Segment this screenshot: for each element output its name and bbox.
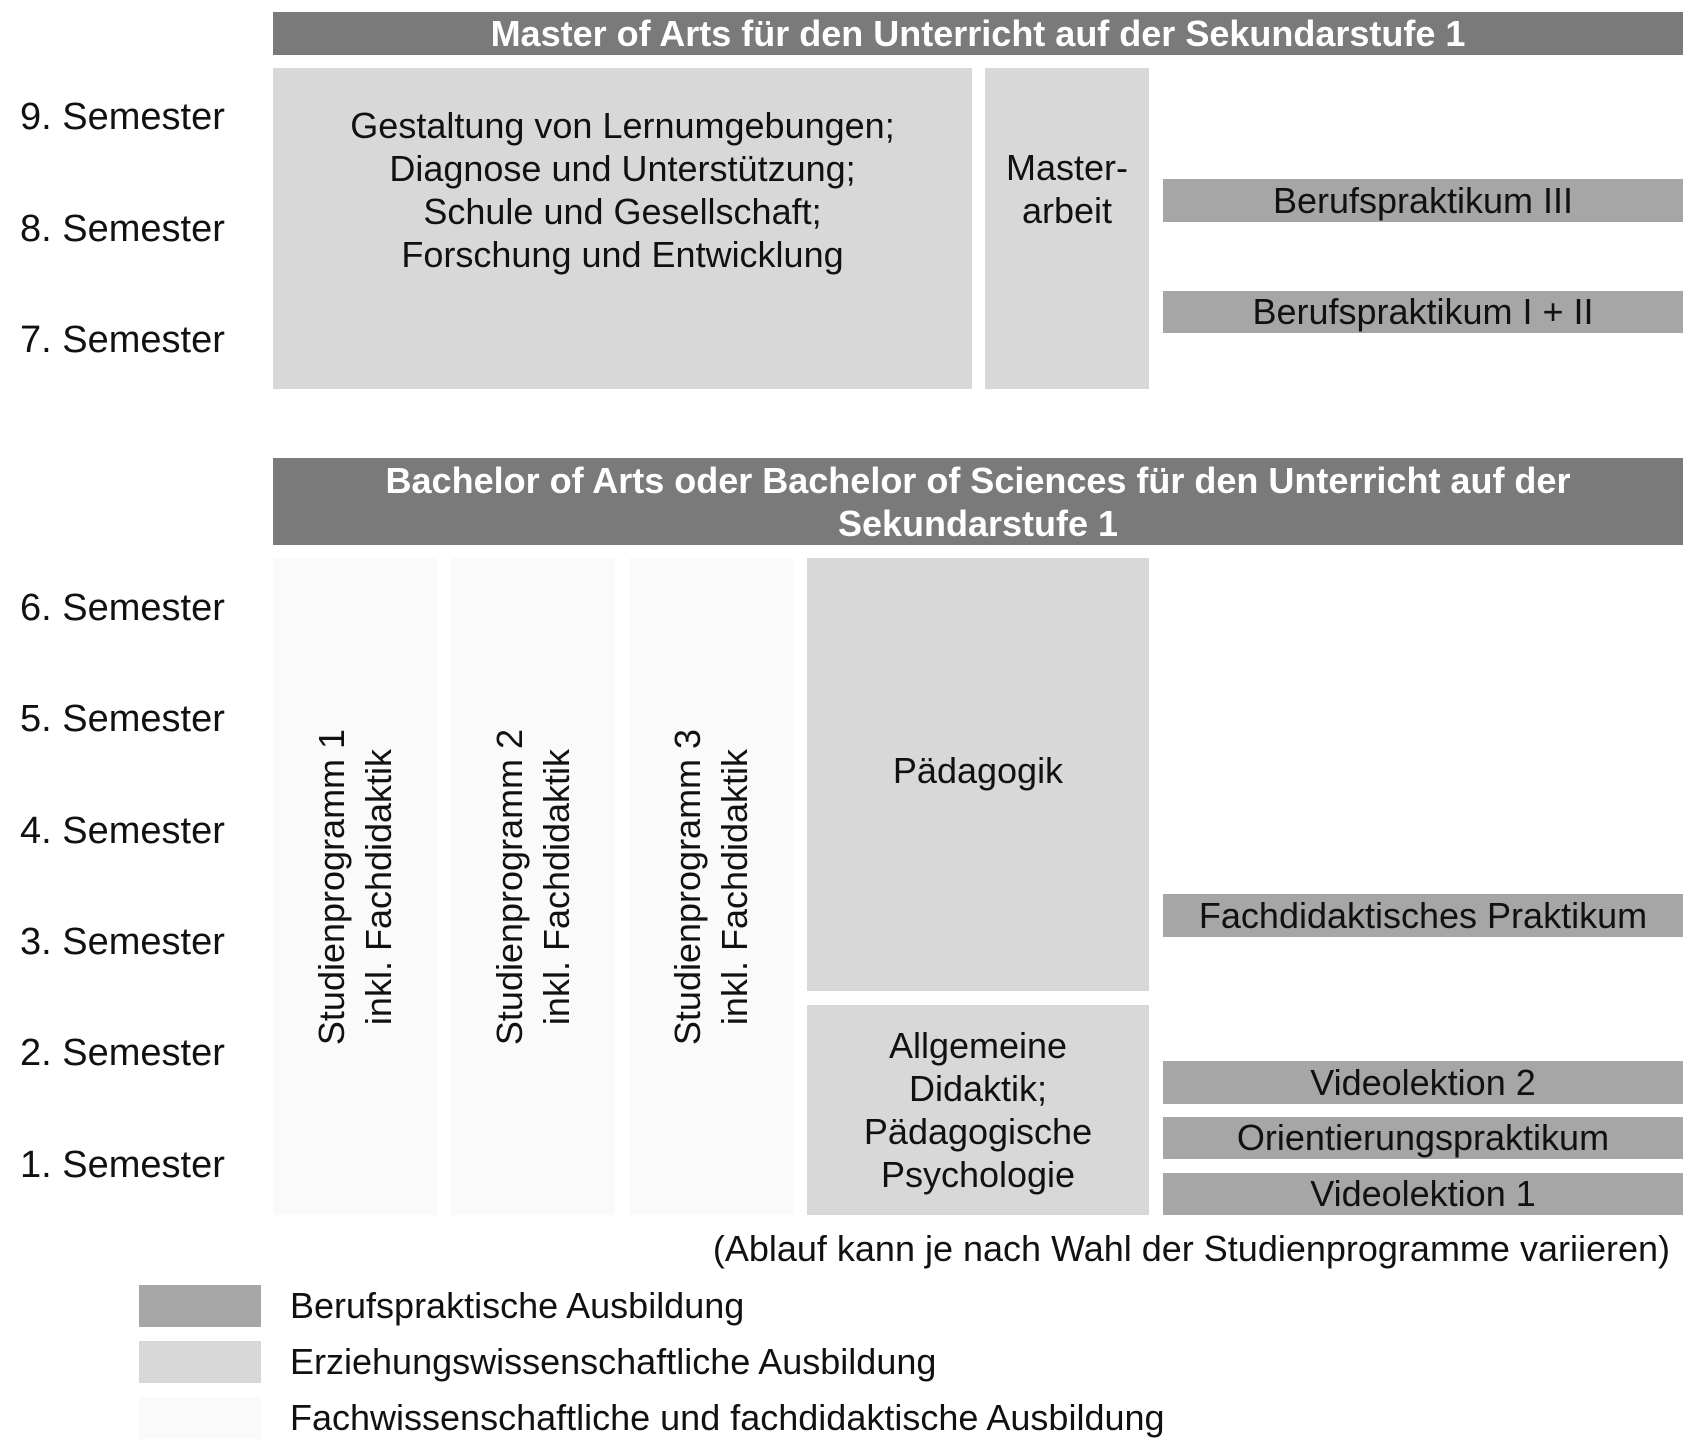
master-thesis-block <box>985 68 1149 389</box>
bachelor-header <box>273 458 1683 545</box>
didaktik-block <box>807 1005 1149 1215</box>
didaktik-line-4: Psychologie <box>880 1154 1076 1195</box>
study-program-1-block <box>273 558 437 1215</box>
study-program-3-block <box>629 558 793 1215</box>
edu-line-3: Schule und Gesellschaft; <box>423 190 822 232</box>
legend-label-education: Erziehungswissenschaftliche Ausbildung <box>290 1341 937 1382</box>
edu-line-2: Diagnose und Unterstützung; <box>389 147 856 189</box>
master-title: Master of Arts für den Unterricht auf der Sekundarstufe 1 <box>490 13 1466 54</box>
semester-label-9: 9. Semester <box>20 96 225 138</box>
didaktik-line-2: Didaktik; <box>908 1068 1048 1109</box>
practicum-berufspraktikum-3: Berufspraktikum III <box>1163 179 1683 222</box>
legend-label-practice: Berufspraktische Ausbildung <box>290 1285 745 1326</box>
thesis-line-2: arbeit <box>1021 189 1113 231</box>
practicum-berufspraktikum-1-2: Berufspraktikum I + II <box>1163 291 1683 333</box>
variation-note: (Ablauf kann je nach Wahl der Studienprogramme variieren) <box>712 1228 1670 1269</box>
semester-label-7: 7. Semester <box>20 319 225 361</box>
practicum-videolektion-1: Videolektion 1 <box>1163 1173 1683 1215</box>
semester-label-8: 8. Semester <box>20 208 225 250</box>
master-education-block <box>273 68 972 389</box>
semester-label-6: 6. Semester <box>20 587 225 629</box>
practicum-videolektion-2: Videolektion 2 <box>1163 1061 1683 1104</box>
semester-label-2: 2. Semester <box>20 1032 225 1074</box>
practicum-fachdidaktisch: Fachdidaktisches Praktikum <box>1163 894 1683 937</box>
legend-swatch-subject <box>139 1397 261 1439</box>
paedagogik-block: Pädagogik <box>807 558 1149 991</box>
study-program-2-block <box>451 558 615 1215</box>
edu-line-4: Forschung und Entwicklung <box>401 233 844 275</box>
didaktik-line-3: Pädagogische <box>863 1111 1093 1152</box>
semester-label-5: 5. Semester <box>20 698 225 740</box>
semester-label-4: 4. Semester <box>20 810 225 852</box>
thesis-line-1: Master- <box>1005 146 1128 188</box>
legend-swatch-practice <box>139 1285 261 1327</box>
semester-label-3: 3. Semester <box>20 921 225 963</box>
legend-label-subject: Fachwissenschaftliche und fachdidaktische Ausbildung <box>290 1397 1165 1438</box>
study-program-3-label: Studienprogramm 3 inkl. Fachdidaktik <box>667 728 755 1045</box>
bachelor-title-line-1: Bachelor of Arts oder Bachelor of Sciences für den Unterricht auf der <box>385 459 1571 501</box>
bachelor-title-line-2: Sekundarstufe 1 <box>837 502 1119 544</box>
master-header <box>273 12 1683 55</box>
study-program-2-label: Studienprogramm 2 inkl. Fachdidaktik <box>489 728 577 1045</box>
didaktik-line-1: Allgemeine <box>888 1025 1068 1066</box>
semester-label-1: 1. Semester <box>20 1144 225 1186</box>
practicum-orientierung: Orientierungspraktikum <box>1163 1117 1683 1159</box>
study-program-1-label: Studienprogramm 1 inkl. Fachdidaktik <box>311 728 399 1045</box>
edu-line-1: Gestaltung von Lernumgebungen; <box>350 104 895 146</box>
legend-swatch-education <box>139 1341 261 1383</box>
